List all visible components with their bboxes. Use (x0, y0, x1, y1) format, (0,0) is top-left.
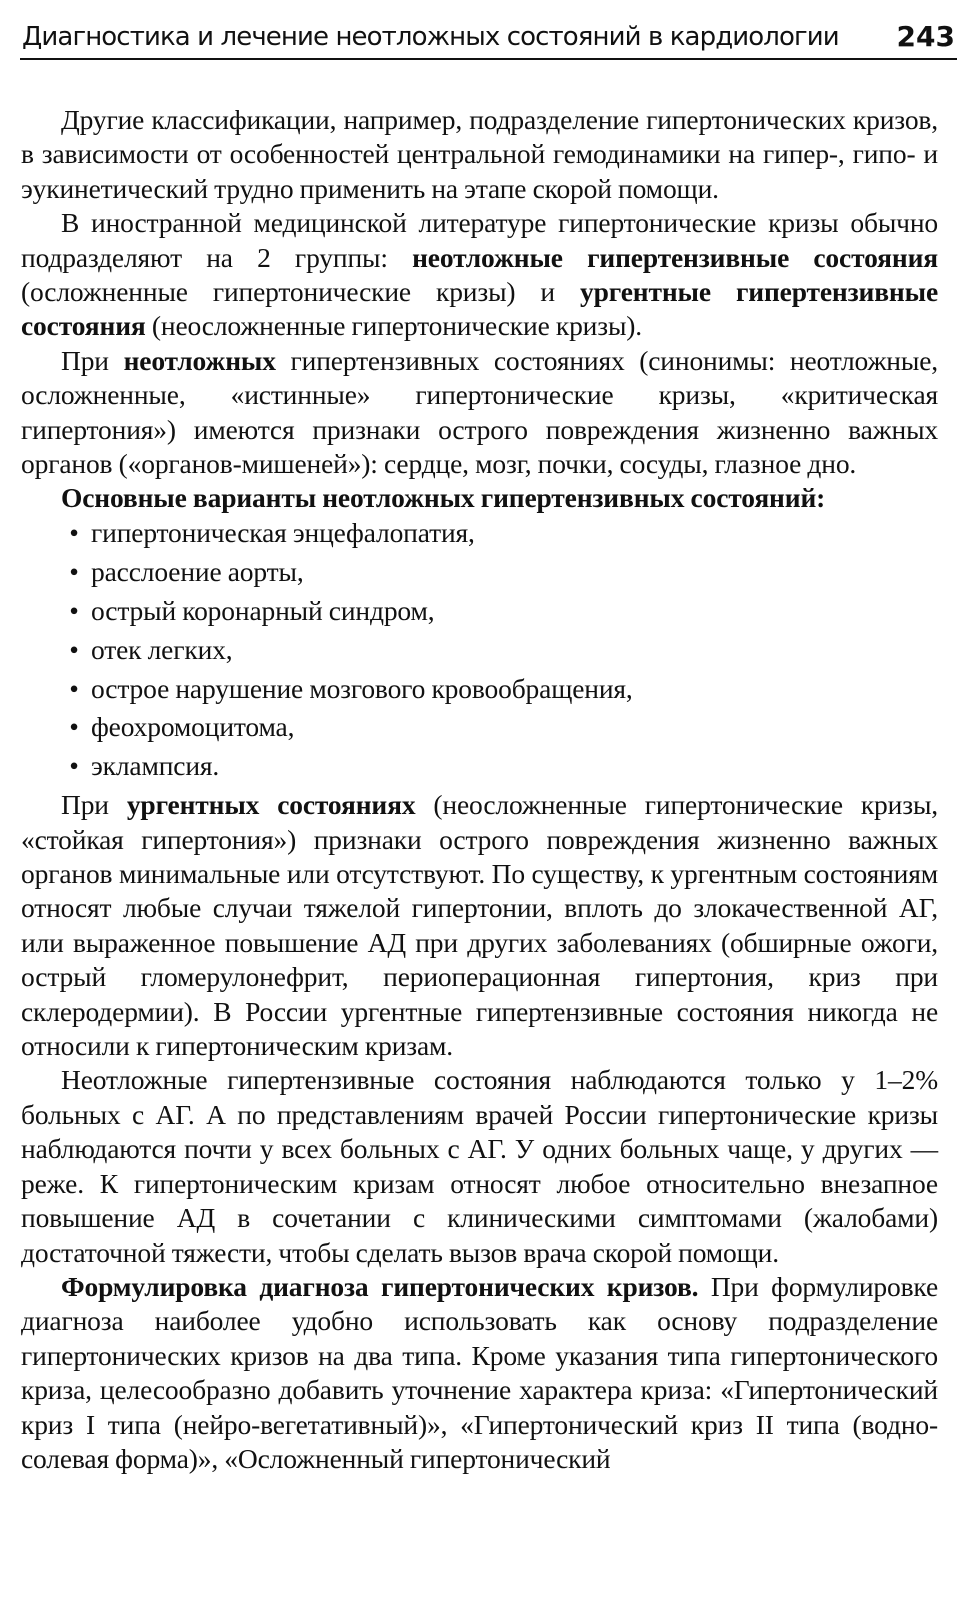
running-header (20, 20, 957, 60)
list-item (21, 710, 938, 744)
list-item-text: гипертоническая энцефалопатия, (91, 516, 475, 548)
bullet-icon: • (69, 711, 79, 743)
text-run: гипертензивных состояниях (синонимы: неотложные, осложненные, «истинные» гипертонические кризы, «критическая гипертония») имеются признаки острого повреждения жизненно важных органов («органов-мишеней»): сердце, мозг, почки, сосуды, глазное дно. (21, 344, 938, 480)
page-number: 243 (896, 20, 955, 53)
term-urgent-states: ургентные гипертензивные состояния (21, 276, 938, 342)
paragraph-diagnosis-formulation (21, 1270, 938, 1476)
text-run: (неосложненные гипертонические кризы, «стойкая гипертония») признаки острого повреждения жизненно важных органов минимальные или отсутствуют. По существу, к ургентным состояниям относят любые случаи тяжелой гипертонии, вплоть до злокачественной АГ, или выраженное повышение АД при других заболеваниях (обширные ожоги, острый гломерулонефрит, периоперационная гипертония, криз при склеродермии). В России ургентные гипертензивные состояния никогда не относили к гипертоническим кризам. (21, 789, 938, 1062)
bullet-icon: • (69, 633, 79, 665)
body-text (21, 103, 938, 1476)
list-item-text: расслоение аорты, (91, 555, 304, 587)
bullet-icon: • (69, 555, 79, 587)
bullet-icon: • (69, 750, 79, 782)
list-item (21, 633, 938, 667)
text-run: (осложненные гипертонические кризы) и (21, 276, 581, 308)
list-item (21, 672, 938, 706)
list-item (21, 594, 938, 628)
text-run: При формулировке диагноза наиболее удобно использовать как основу подразделение гипертонических кризов на два типа. Кроме указания типа гипертонического криза, целесообразно добавить уточнение характера криза: «Гипертонический криз I типа (нейро-вегетативный)», «Гипертонический криз II типа (водно-солевая форма)», «Осложненный гипертонический (21, 1270, 939, 1474)
list-item (21, 516, 938, 550)
term-emergency: неотложных (123, 344, 276, 376)
paragraph-emergency-states (21, 344, 938, 482)
term-diagnosis-formulation: Формулировка диагноза гипертонических кризов. (61, 1270, 699, 1302)
list-heading (21, 481, 938, 515)
list-heading-text: Основные варианты неотложных гипертензивных состояний: (61, 482, 826, 514)
running-title: Диагностика и лечение неотложных состояний в кардиологии (22, 22, 839, 52)
list-item-text: эклампсия. (91, 750, 220, 782)
bullet-icon: • (69, 516, 79, 548)
text-run: При (61, 789, 127, 821)
variants-list (21, 516, 938, 784)
bullet-icon: • (69, 594, 79, 626)
text-run: (неосложненные гипертонические кризы). (145, 310, 643, 342)
text-run: В иностранной медицинской литературе гипертонические кризы обычно подразделяют на 2 группы: (21, 207, 938, 273)
list-item-text: острое нарушение мозгового кровообращения, (91, 672, 633, 704)
paragraph-foreign-classification (21, 206, 938, 344)
list-item (21, 749, 938, 783)
bullet-icon: • (69, 672, 79, 704)
list-item-text: отек легких, (91, 633, 233, 665)
paragraph-urgent-states (21, 788, 938, 1063)
list-item-text: феохромоцитома, (91, 711, 295, 743)
term-urgent: ургентных состояниях (126, 789, 416, 821)
paragraph-other-classifications: Другие классификации, например, подразделение гипертонических кризов, в зависимости от особенностей центральной гемодинамики на гипер-, гипо- и эукинетический трудно применить на этапе скорой помощи. (21, 104, 938, 204)
list-item (21, 555, 938, 589)
paragraph-prevalence: Неотложные гипертензивные состояния наблюдаются только у 1–2% больных с АГ. А по представлениям врачей России гипертонические кризы наблюдаются почти у всех больных с АГ. У одних больных чаще, у других — реже. К гипертоническим кризам относят любое относительно внезапное повышение АД в сочетании с клиническими симптомами (жалобами) достаточной тяжести, чтобы сделать вызов врача скорой помощи. (21, 1064, 938, 1268)
text-run: При (61, 344, 124, 376)
term-emergency-states: неотложные гипертензивные состояния (412, 241, 938, 273)
list-item-text: острый коронарный синдром, (91, 594, 435, 626)
